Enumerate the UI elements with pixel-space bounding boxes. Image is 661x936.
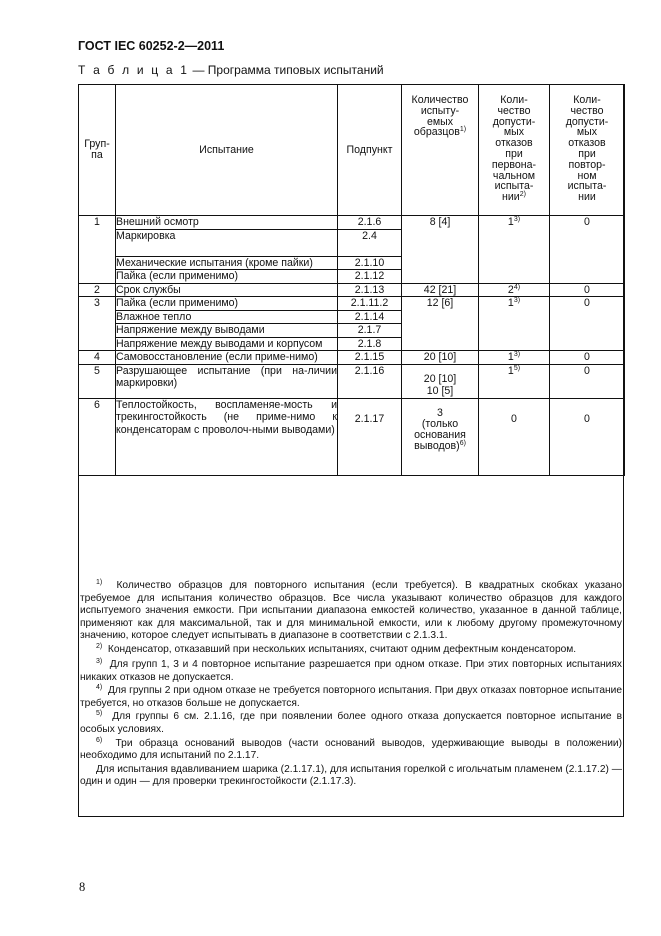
- header-failures-first: Коли- чество допусти- мых отказов при первона- чальном испыта- нии$^{2)}$: [479, 85, 550, 216]
- test-name: Напряжение между выводами: [116, 324, 338, 338]
- footnote: $^{5)}$ Для группы 6 см. 2.1.16, где при появлении более одного отказа допускается повторное испытание в особых условиях.: [80, 710, 622, 736]
- table-row: [79, 297, 625, 311]
- clause: 2.1.16: [338, 364, 402, 398]
- header-failures-repeat: Коли- чество допусти- мых отказов при повтор- ном испыта- нии: [550, 85, 625, 216]
- failures-first: 1$^{3)}$: [479, 216, 550, 284]
- clause: 2.1.15: [338, 351, 402, 365]
- footnote: $^{4)}$ Для группы 2 при одном отказе не требуется повторного испытания. При двух отказах повторное испытание требуется, но отказов больше не допускается.: [80, 684, 623, 709]
- samples: 20 [10]: [402, 351, 479, 365]
- samples: 3 (только основания выводов)$^{6)}$: [402, 398, 479, 475]
- test-name: Напряжение между выводами и корпусом: [116, 337, 338, 351]
- table-row: [79, 364, 625, 398]
- group-number: 6: [79, 398, 116, 475]
- test-name: Влажное тепло: [116, 310, 338, 324]
- table-caption-title: — Программа типовых испытаний: [189, 63, 384, 77]
- table-header-row: [79, 85, 625, 216]
- clause: 2.4: [338, 229, 402, 256]
- group-number: 2: [79, 283, 116, 297]
- failures-first: 1$^{3)}$: [479, 297, 550, 351]
- test-name: Пайка (если применимо): [116, 297, 338, 311]
- group-number: 1: [79, 216, 116, 284]
- table-row: [79, 216, 625, 230]
- test-name: Механические испытания (кроме пайки): [116, 256, 338, 270]
- table-row: [79, 283, 625, 297]
- clause: 2.1.11.2: [338, 297, 402, 311]
- table-footnotes: [80, 580, 622, 789]
- clause: 2.1.13: [338, 283, 402, 297]
- footnote: $^{3)}$ Для групп 1, 3 и 4 повторное испытание разрешается при одном отказе. При этих повторных испытаниях никаких отказов не допускается.: [80, 658, 622, 683]
- failures-repeat: 0: [550, 351, 625, 365]
- test-name: Пайка (если применимо): [116, 270, 338, 284]
- failures-first: 1$^{5)}$: [479, 364, 550, 398]
- failures-first: 1$^{3)}$: [479, 351, 550, 365]
- samples: 20 [10] 10 [5]: [402, 364, 479, 398]
- test-name: Самовосстановление (если приме-нимо): [116, 351, 338, 365]
- failures-repeat: 0: [550, 297, 625, 351]
- test-program-table: [78, 84, 625, 476]
- test-name: Теплостойкость, воспламеняе-мость и трекингостойкость (не приме-нимо к конденсаторам с проволоч-ными выводами): [116, 398, 338, 475]
- header-samples: Количество испыту- емых образцов$^{1)}$: [402, 85, 479, 216]
- table-caption-prefix: Т а б л и ц а 1: [78, 63, 190, 77]
- group-number: 4: [79, 351, 116, 365]
- footnote: Для испытания вдавливанием шарика (2.1.17.1), для испытания горелкой с игольчатым пламенем (2.1.17.2) — один и один — для проверки трекингостойкости (2.1.17.3).: [80, 763, 622, 788]
- failures-repeat: 0: [550, 364, 625, 398]
- header-clause: Подпункт: [338, 85, 402, 216]
- failures-repeat: 0: [550, 216, 625, 284]
- clause: 2.1.10: [338, 256, 402, 270]
- failures-repeat: 0: [550, 283, 625, 297]
- footnote: $^{2)}$ Конденсатор, отказавший при нескольких испытаниях, считают одним дефектным конденсатором.: [96, 642, 577, 655]
- group-number: 5: [79, 364, 116, 398]
- header-test: Испытание: [116, 85, 338, 216]
- page-number: 8: [79, 880, 86, 894]
- clause: 2.1.8: [338, 337, 402, 351]
- table-row: [79, 398, 625, 475]
- clause: 2.1.12: [338, 270, 402, 284]
- table-caption: [78, 63, 384, 77]
- failures-first: 2$^{4)}$: [479, 283, 550, 297]
- clause: 2.1.17: [338, 398, 402, 475]
- clause: 2.1.6: [338, 216, 402, 230]
- test-name: Разрушающее испытание (при на-личии маркировки): [116, 364, 338, 398]
- footnote: $^{6)}$ Три образца оснований выводов (части оснований выводов, удерживающие выводы в положении) необходимо для испытаний по 2.1.17.: [80, 736, 622, 762]
- samples: 42 [21]: [402, 283, 479, 297]
- samples: 12 [6]: [402, 297, 479, 351]
- clause: 2.1.7: [338, 324, 402, 338]
- samples: 8 [4]: [402, 216, 479, 284]
- document-header: ГОСТ IEC 60252-2—2011: [78, 39, 225, 53]
- failures-repeat: 0: [550, 398, 625, 475]
- table-row: [79, 351, 625, 365]
- header-group: Груп- па: [79, 85, 116, 216]
- clause: 2.1.14: [338, 310, 402, 324]
- group-number: 3: [79, 297, 116, 351]
- failures-first: 0: [479, 398, 550, 475]
- test-name: Маркировка: [116, 229, 338, 256]
- test-name: Срок службы: [116, 283, 338, 297]
- footnote: $^{1)}$ Количество образцов для повторного испытания (если требуется). В квадратных скобках указано требуемое для испытания количество образцов. Все числа указывают количество образцов для каждого испытуемого значения емкости. При испытании диапазона емкостей количество, указанное в данной таблице, применяют как для максимальной, так и для минимальной емкости, или к любому другому промежуточному значению, которое следует испытывать в диапазоне в соответствии с 2.1.3.1.: [80, 579, 622, 642]
- test-name: Внешний осмотр: [116, 216, 338, 230]
